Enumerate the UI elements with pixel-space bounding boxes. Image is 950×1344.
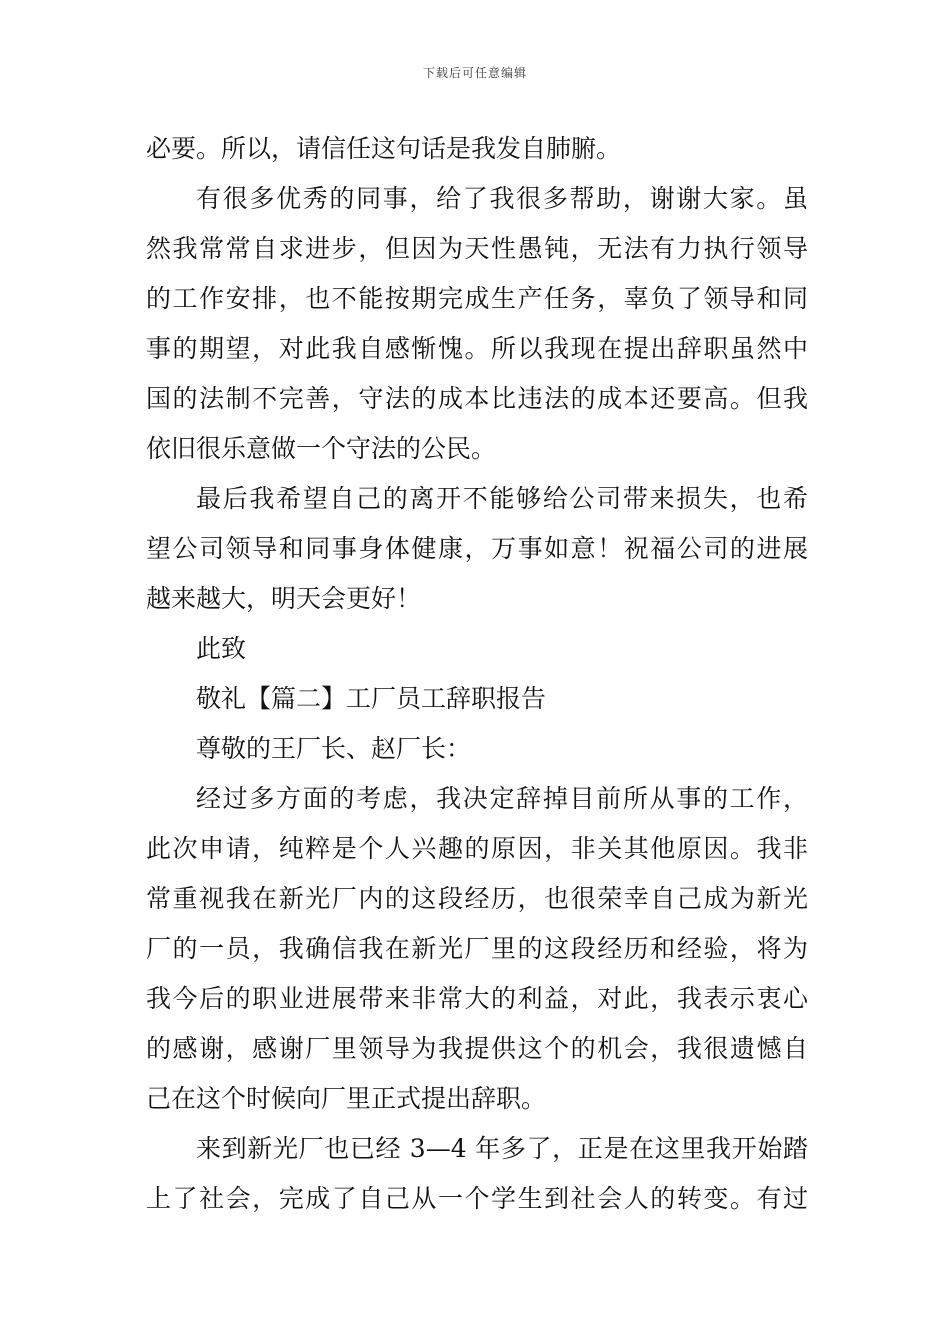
document-line: 己在这个时候向厂里正式提出辞职。	[146, 1084, 547, 1113]
document-line: 然我常常自求进步，但因为天性愚钝，无法有力执行领导	[146, 234, 808, 263]
document-line: 来到新光厂也已经 3—4 年多了，正是在这里我开始踏	[196, 1134, 808, 1163]
document-line: 上了社会，完成了自己从一个学生到社会人的转变。有过	[146, 1184, 808, 1213]
document-line: 尊敬的王厂长、赵厂长：	[196, 734, 472, 763]
document-line: 的感谢，感谢厂里领导为我提供这个的机会，我很遗憾自	[146, 1034, 808, 1063]
document-line: 敬礼【篇二】工厂员工辞职报告	[196, 684, 547, 713]
document-line: 我今后的职业进展带来非常大的利益，对此，我表示衷心	[146, 984, 808, 1013]
document-line: 的工作安排，也不能按期完成生产任务，辜负了领导和同	[146, 284, 808, 313]
document-line: 必要。所以，请信任这句话是我发自肺腑。	[146, 134, 622, 163]
document-line: 越来越大，明天会更好！	[146, 584, 422, 613]
document-line: 依旧很乐意做一个守法的公民。	[146, 434, 497, 463]
document-line: 此次申请，纯粹是个人兴趣的原因，非关其他原因。我非	[146, 834, 808, 863]
document-line: 经过多方面的考虑，我决定辞掉目前所从事的工作，	[196, 784, 808, 813]
document-line: 事的期望，对此我自感惭愧。所以我现在提出辞职虽然中	[146, 334, 808, 363]
page-header: 下载后可任意编辑	[422, 66, 527, 80]
document-line: 国的法制不完善，守法的成本比违法的成本还要高。但我	[146, 384, 808, 413]
document-line: 此致	[196, 634, 247, 663]
document-line: 望公司领导和同事身体健康，万事如意！祝福公司的进展	[146, 534, 808, 563]
document-line: 最后我希望自己的离开不能够给公司带来损失，也希	[196, 484, 808, 513]
document-body	[146, 124, 808, 1224]
document-line: 有很多优秀的同事，给了我很多帮助，谢谢大家。虽	[196, 184, 808, 213]
document-line: 常重视我在新光厂内的这段经历，也很荣幸自己成为新光	[146, 884, 808, 913]
document-line: 厂的一员，我确信我在新光厂里的这段经历和经验，将为	[146, 934, 808, 963]
